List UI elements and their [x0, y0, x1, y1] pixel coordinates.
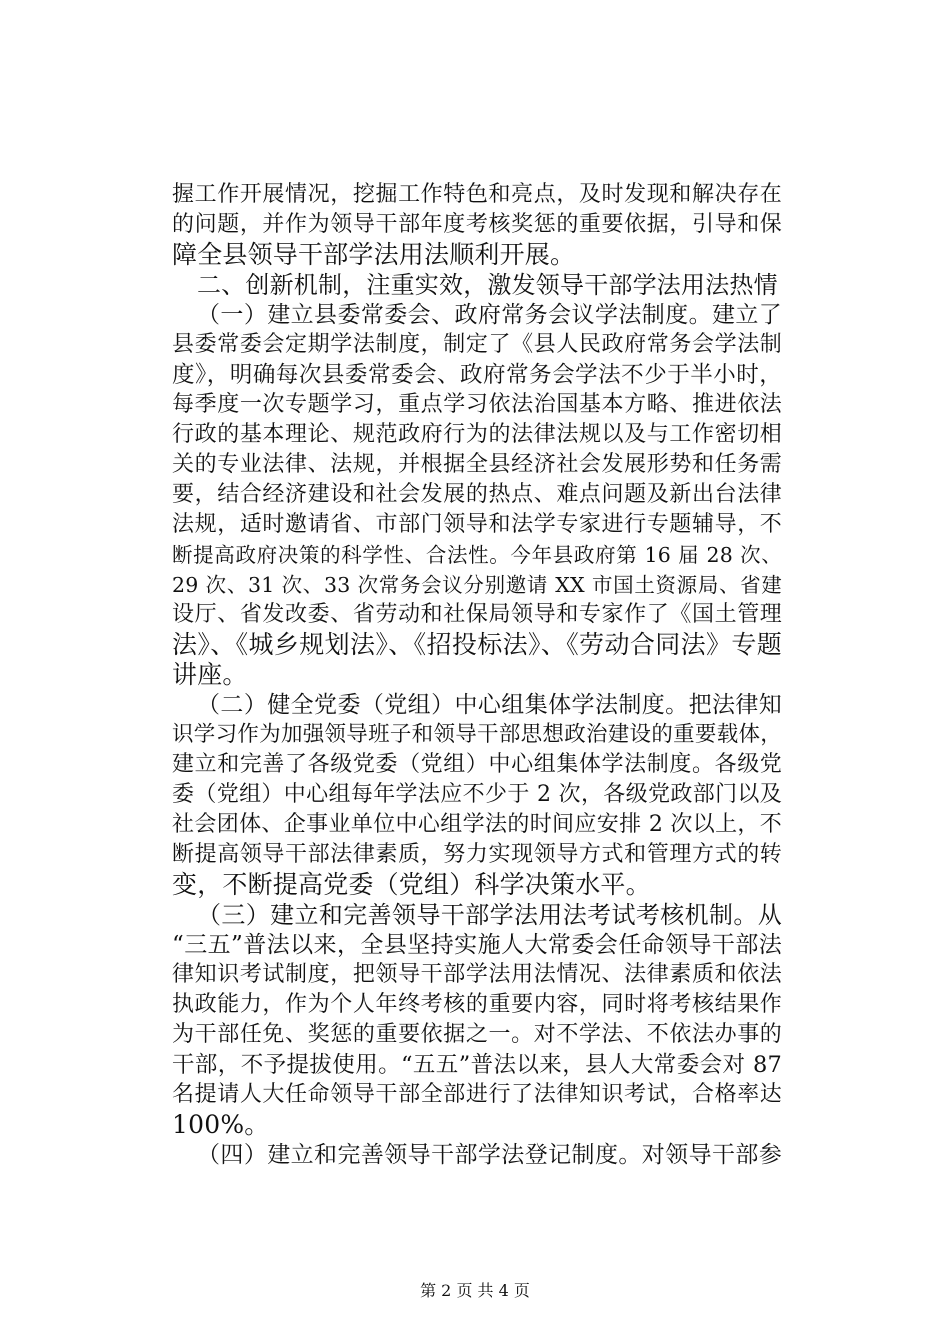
text-line: 法规，适时邀请省、市部门领导和法学专家进行专题辅导，不 — [172, 512, 782, 537]
text-line: 障全县领导干部学法用法顺利开展。 — [172, 240, 576, 269]
paragraph-first-line: （四）建立和完善领导干部学法登记制度。对领导干部参 — [197, 1142, 782, 1168]
text-line: 律知识考试制度，把领导干部学法用法情况、法律素质和依法 — [172, 962, 782, 987]
text-line: 识学习作为加强领导班子和领导干部思想政治建设的重要载体， — [172, 722, 782, 747]
text-line: 关的专业法律、法规，并根据全县经济社会发展形势和任务需 — [172, 452, 782, 477]
text-line: 每季度一次专题学习，重点学习依法治国基本方略、推进依法 — [172, 392, 782, 417]
text-line: 讲座。 — [172, 660, 248, 689]
text-line: 断提高领导干部法律素质，努力实现领导方式和管理方式的转 — [172, 842, 782, 867]
text-line: 行政的基本理论、规范政府行为的法律法规以及与工作密切相 — [172, 422, 782, 447]
text-line: 设厅、省发改委、省劳动和社保局领导和专家作了《国土管理 — [172, 602, 782, 627]
text-line: 29 次、31 次、33 次常务会议分别邀请 XX 市国土资源局、省建 — [172, 573, 782, 597]
text-line: 建立和完善了各级党委（党组）中心组集体学法制度。各级党 — [172, 752, 782, 777]
text-line: 握工作开展情况，挖掘工作特色和亮点，及时发现和解决存在 — [172, 182, 782, 207]
page-number-footer: 第 2 页 共 4 页 — [420, 1281, 530, 1300]
text-line: 的问题，并作为领导干部年度考核奖惩的重要依据，引导和保 — [172, 212, 782, 237]
text-line: 委（党组）中心组每年学法应不少于 2 次，各级党政部门以及 — [172, 782, 782, 807]
text-line: 县委常委会定期学法制度，制定了《县人民政府常务会学法制 — [172, 332, 782, 357]
text-line: 名提请人大任命领导干部全部进行了法律知识考试，合格率达 — [172, 1082, 782, 1107]
text-line: 100%。 — [172, 1110, 270, 1139]
text-line: 为干部任免、奖惩的重要依据之一。对不学法、不依法办事的 — [172, 1022, 782, 1047]
text-line: 度》，明确每次县委常委会、政府常务会学法不少于半小时， — [172, 362, 782, 388]
paragraph-first-line: （二）健全党委（党组）中心组集体学法制度。把法律知 — [197, 692, 782, 718]
text-line: 干部，不予提拔使用。“五五”普法以来，县人大常委会对 87 — [172, 1052, 782, 1078]
text-line: 执政能力，作为个人年终考核的重要内容，同时将考核结果作 — [172, 992, 782, 1017]
text-line: “三五”普法以来，全县坚持实施人大常委会任命领导干部法 — [172, 932, 782, 958]
text-line: 要，结合经济建设和社会发展的热点、难点问题及新出台法律 — [172, 482, 782, 507]
text-line: 断提高政府决策的科学性、合法性。今年县政府第 16 届 28 次、 — [172, 543, 782, 567]
text-line: 社会团体、企事业单位中心组学法的时间应安排 2 次以上，不 — [172, 812, 782, 837]
paragraph-first-line: （三）建立和完善领导干部学法用法考试考核机制。从 — [197, 901, 782, 929]
text-line: 变，不断提高党委（党组）科学决策水平。 — [172, 870, 651, 899]
paragraph-first-line: （一）建立县委常委会、政府常务会议学法制度。建立了 — [197, 302, 782, 328]
text-line: 法》、《城乡规划法》、《招投标法》、《劳动合同法》专题 — [172, 630, 782, 659]
section-heading: 二、创新机制，注重实效，激发领导干部学法用法热情 — [197, 271, 778, 299]
